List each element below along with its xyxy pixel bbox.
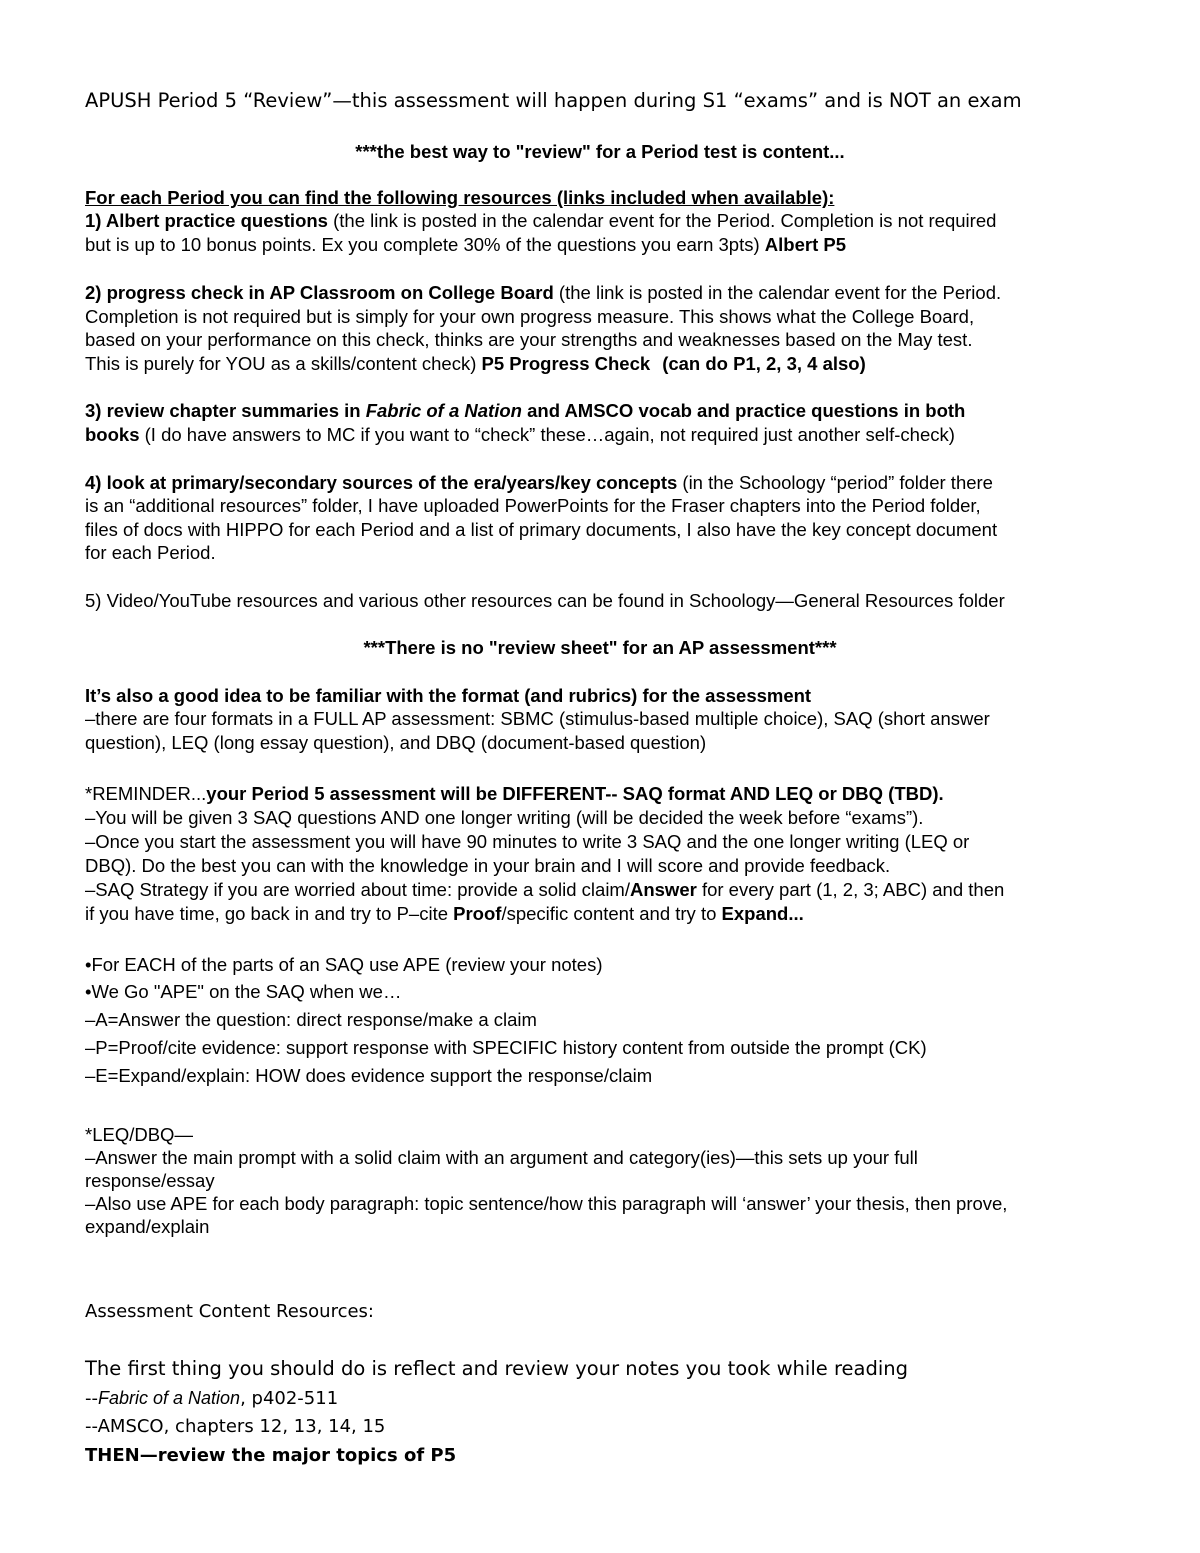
- item-2-bold: 2) progress check in AP Classroom on College Board: [85, 282, 554, 303]
- item-4-bold: 4) look at primary/secondary sources of the era/years/key concepts: [85, 472, 678, 493]
- p5-progress-check-link[interactable]: P5 Progress Check: [481, 353, 651, 374]
- reminder-line-1: –You will be given 3 SAQ questions AND one longer writing (will be decided the week before “exams”).: [85, 807, 924, 828]
- ape-line-4: –P=Proof/cite evidence: support response with SPECIFIC history content from outside the prompt (CK): [85, 1037, 927, 1058]
- leq-line-4: expand/explain: [85, 1216, 210, 1237]
- item-2-line-2: Completion is not required but is simply for your own progress measure. This shows what the College Board,: [85, 306, 975, 327]
- ape-line-3: –A=Answer the question: direct response/make a claim: [85, 1009, 537, 1030]
- item-3-book: Fabric of a Nation: [365, 400, 522, 421]
- resources-heading: For each Period you can find the following resources (links included when available):: [85, 187, 835, 208]
- item-3-bold-1: 3) review chapter summaries in: [85, 400, 366, 421]
- format-line-1: –there are four formats in a FULL AP assessment: SBMC (stimulus-based multiple choice), SAQ (short answer: [85, 708, 990, 729]
- item-4-text-1: (in the Schoology “period” folder there: [677, 472, 993, 493]
- item-2-line-1: [85, 281, 1001, 305]
- no-review-sheet-note: ***There is no "review sheet" for an AP assessment***: [363, 637, 837, 658]
- item-4-line-1: [85, 471, 993, 495]
- item-5: 5) Video/YouTube resources and various other resources can be found in Schoology—General Resources folder: [85, 590, 1005, 611]
- item-3-text: (I do have answers to MC if you want to “check” these…again, not required just another self-check): [139, 424, 955, 445]
- content-line-2-pages: , p402-511: [240, 1388, 339, 1409]
- item-2-line-3: based on your performance on this check, thinks are your strengths and weaknesses based on the May test.: [85, 329, 973, 350]
- leq-heading: *LEQ/DBQ—: [85, 1124, 193, 1145]
- proof-bold: Proof: [453, 903, 502, 924]
- item-3-line-2: [85, 423, 955, 447]
- ape-line-2: •We Go "APE" on the SAQ when we…: [85, 981, 402, 1002]
- item-3-bold-3: books: [85, 424, 140, 445]
- document-title: APUSH Period 5 “Review”—this assessment will happen during S1 “exams” and is NOT an exam: [85, 89, 1022, 112]
- item-3-bold-2: and AMSCO vocab and practice questions in both: [521, 400, 966, 421]
- item-2-text-1: (the link is posted in the calendar event for the Period.: [553, 282, 1002, 303]
- saq-strategy-tail: for every part (1, 2, 3; ABC) and then: [696, 879, 1005, 900]
- saq-strategy-text: –SAQ Strategy if you are worried about time: provide a solid claim/: [85, 879, 630, 900]
- content-line-1: The first thing you should do is reflect and review your notes you took while reading: [85, 1357, 909, 1380]
- leq-line-3: –Also use APE for each body paragraph: topic sentence/how this paragraph will ‘answer’ your thesis, then prove,: [85, 1193, 1008, 1214]
- reminder-line-4: [85, 878, 1004, 902]
- tagline: ***the best way to "review" for a Period test is content...: [355, 141, 845, 162]
- albert-p5-link[interactable]: Albert P5: [764, 234, 847, 255]
- item-2-text-4: This is purely for YOU as a skills/content check): [85, 353, 482, 374]
- leq-line-1: –Answer the main prompt with a solid claim with an argument and category(ies)—this sets up your full: [85, 1147, 918, 1168]
- content-line-2-dash: --: [85, 1388, 98, 1409]
- leq-line-2: response/essay: [85, 1170, 215, 1191]
- item-2-line-4: [85, 352, 866, 376]
- reminder-line-2: –Once you start the assessment you will have 90 minutes to write 3 SAQ and the one longer writing (LEQ or: [85, 831, 970, 852]
- item-2-note: (can do P1, 2, 3, 4 also): [662, 353, 866, 374]
- item-3-line-1: [85, 399, 965, 423]
- ape-line-5: –E=Expand/explain: HOW does evidence support the response/claim: [85, 1065, 653, 1086]
- format-heading: It’s also a good idea to be familiar with the format (and rubrics) for the assessment: [85, 685, 812, 706]
- reminder-line: [85, 782, 944, 806]
- reminder-line-3: DBQ). Do the best you can with the knowledge in your brain and I will score and provide feedback.: [85, 855, 891, 876]
- item-1-bold: Albert practice questions: [105, 210, 328, 231]
- item-1-text-1: (the link is posted in the calendar event for the Period. Completion is not required: [327, 210, 997, 231]
- format-line-2: question), LEQ (long essay question), and DBQ (document-based question): [85, 732, 707, 753]
- content-line-3: --AMSCO, chapters 12, 13, 14, 15: [85, 1416, 386, 1437]
- reminder-bold: your Period 5 assessment will be DIFFERENT-- SAQ format AND LEQ or DBQ (TBD).: [206, 783, 944, 804]
- expand-bold: Expand...: [721, 903, 804, 924]
- content-line-4: THEN—review the major topics of P5: [85, 1445, 457, 1466]
- reminder-lead: *REMINDER...: [85, 783, 207, 804]
- item-1-line-1: [85, 209, 996, 233]
- reminder-line-5-mid: /specific content and try to: [501, 903, 722, 924]
- item-1-num: 1): [85, 210, 106, 231]
- content-heading: Assessment Content Resources:: [85, 1301, 374, 1322]
- item-4-line-4: for each Period.: [85, 542, 216, 563]
- fabric-of-a-nation-title: Fabric of a Nation: [98, 1388, 241, 1408]
- item-1-line-2: [85, 233, 846, 257]
- content-line-2: [85, 1386, 338, 1411]
- item-1-text-2: but is up to 10 bonus points. Ex you complete 30% of the questions you earn 3pts): [85, 234, 765, 255]
- ape-line-1: •For EACH of the parts of an SAQ use APE (review your notes): [85, 954, 603, 975]
- answer-bold: Answer: [629, 879, 697, 900]
- item-4-line-3: files of docs with HIPPO for each Period and a list of primary documents, I also have the key concept document: [85, 519, 998, 540]
- reminder-line-5: [85, 902, 804, 926]
- reminder-line-5-text: if you have time, go back in and try to P–cite: [85, 903, 454, 924]
- item-4-line-2: is an “additional resources” folder, I have uploaded PowerPoints for the Fraser chapters into the Period folder,: [85, 495, 981, 516]
